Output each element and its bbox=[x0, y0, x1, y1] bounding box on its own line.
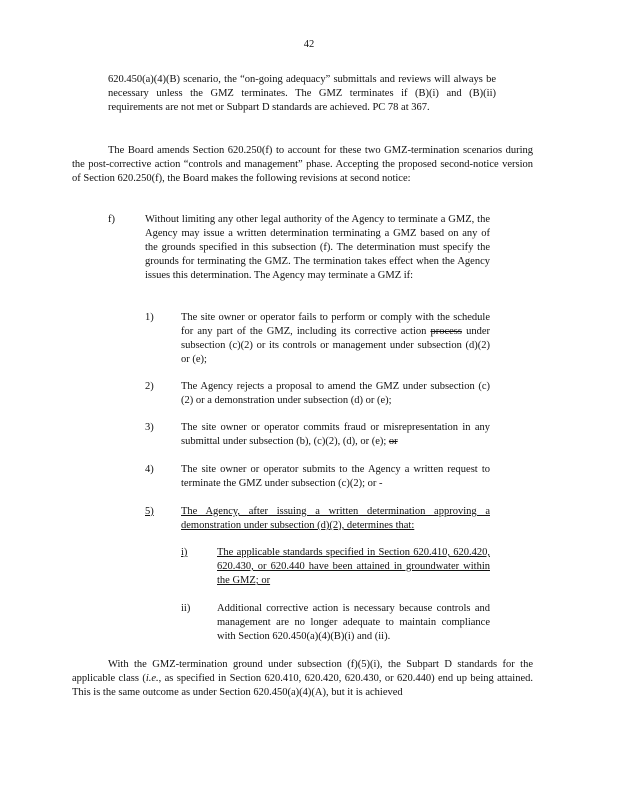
rule-f-text: Without limiting any other legal authority of the Agency to terminate a GMZ, the Agency may issue a written determination terminating a GMZ based on any of the grounds specified in this subsection (f). The determination must specify the grounds for terminating the GMZ. The termination takes effect when the Agency issues this determination. The Agency may terminate a GMZ if: bbox=[145, 214, 490, 281]
list-item: The Agency rejects a proposal to amend the GMZ under subsection (c)(2) or a demonstration under subsection (d) or (e); bbox=[181, 381, 490, 406]
subitem-label: ii) bbox=[181, 603, 191, 614]
item-label: 5) bbox=[145, 506, 154, 517]
closing-italic: i.e. bbox=[145, 673, 159, 684]
item-label: 3) bbox=[145, 422, 154, 433]
struck-text: process bbox=[430, 326, 462, 337]
page-number: 42 bbox=[303, 39, 315, 50]
item-label: 1) bbox=[145, 312, 154, 323]
list-item: The site owner or operator submits to the Agency a written request to terminate the GMZ under subsection (c)(2); or - bbox=[181, 464, 490, 489]
list-item: The Agency, after issuing a written determination approving a demonstration under subsection (d)(2), determines that: bbox=[181, 506, 490, 531]
closing-text-after: , as specified in Section 620.410, 620.420, 620.430, or 620.440) end up being attained. This is the same outcome as under Section 620.450(a)(4)(A), but it is achieved bbox=[72, 673, 533, 698]
item-text-after: under subsection (c)(2) or its controls or management under subsection (d)(2) or (e); bbox=[181, 326, 490, 365]
closing-text: With the GMZ-termination ground under subsection (f)(5)(i), the Subpart D standards for the applicable class ( bbox=[72, 659, 533, 684]
item-label: 4) bbox=[145, 464, 154, 475]
rule-f-label: f) bbox=[108, 214, 115, 225]
list-item bbox=[181, 421, 490, 449]
subitem-label: i) bbox=[181, 547, 188, 558]
amend-paragraph: The Board amends Section 620.250(f) to account for these two GMZ-termination scenarios during the post-corrective action “controls and management” phase. Accepting the proposed second-notice version of Section 620.250(f), the Board makes the following revisions at second notice: bbox=[72, 145, 533, 184]
item-text: The site owner or operator commits fraud or misrepresentation in any submittal under subsection (b), (c)(2), (d), or (e); bbox=[181, 422, 490, 447]
intro-paragraph: 620.450(a)(4)(B) scenario, the “on-going adequacy” submittals and reviews will always be necessary unless the GMZ terminates. The GMZ terminates if (B)(i) and (B)(ii) requirements are not met or Subpart D standards are achieved. PC 78 at 367. bbox=[108, 74, 496, 113]
struck-text: or bbox=[388, 436, 398, 447]
item-label: 2) bbox=[145, 381, 154, 392]
list-subitem: The applicable standards specified in Section 620.410, 620.420, 620.430, or 620.440 have been attained in groundwater within the GMZ; or bbox=[217, 547, 490, 586]
list-item bbox=[181, 311, 490, 367]
closing-paragraph bbox=[72, 658, 533, 700]
item-text: The site owner or operator fails to perform or comply with the schedule for any part of the GMZ, including its corrective action bbox=[181, 312, 490, 337]
list-subitem: Additional corrective action is necessary because controls and management are no longer adequate to maintain compliance with Section 620.450(a)(4)(B)(i) and (ii). bbox=[217, 603, 490, 642]
